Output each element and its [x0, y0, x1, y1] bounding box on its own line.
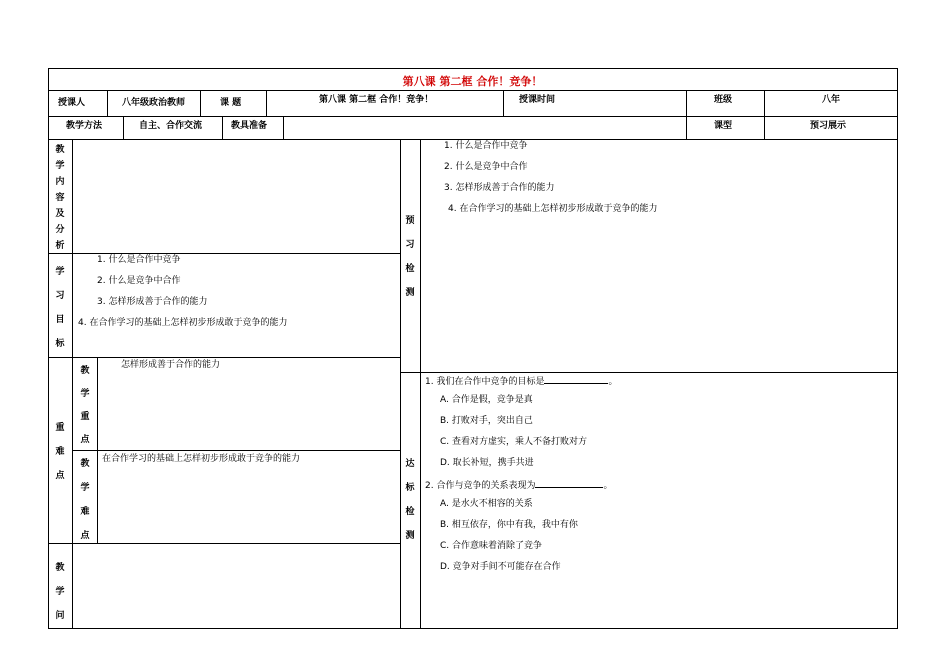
left-row-line	[48, 253, 400, 254]
col-line	[764, 90, 765, 116]
time-label: 授课时间	[519, 95, 556, 105]
topic-value: 第八课 第二框 合作！竞争！	[319, 95, 434, 105]
list-item: 4. 在合作学习的基础上怎样初步形成敢于竞争的能力	[78, 318, 288, 328]
method-label: 教学方法	[66, 121, 103, 131]
col-line	[123, 116, 124, 139]
left-label-col-line	[72, 139, 73, 628]
difficulty-label: 教 学 难 点	[80, 459, 90, 541]
col-line	[686, 116, 687, 139]
difficulty-text: 在合作学习的基础上怎样初步形成敢于竞争的能力	[102, 454, 301, 464]
option: B. 相互依存，你中有我，我中有你	[440, 520, 578, 530]
answer-blank[interactable]	[544, 374, 608, 384]
list-item: 2. 什么是竞争中合作	[97, 276, 181, 286]
col-line	[222, 116, 223, 139]
question-2: 2. 合作与竞争的关系表现为 。	[425, 478, 612, 492]
col-line	[266, 90, 267, 116]
option: D. 竞争对手间不可能存在合作	[440, 562, 561, 572]
learning-goals-label: 学 习 目 标	[55, 267, 65, 349]
method-value: 自主、合作交流	[139, 121, 203, 131]
page-title: 第八课 第二框 合作！竞争！	[402, 75, 543, 88]
list-item: 1. 什么是合作中竞争	[444, 141, 528, 151]
option: A. 合作是假，竞争是真	[440, 395, 533, 405]
col-line	[764, 116, 765, 139]
type-value: 预习展示	[810, 121, 847, 131]
option: D. 取长补短，携手共进	[440, 458, 534, 468]
option: B. 打败对手，突出自己	[440, 416, 533, 426]
col-line	[283, 116, 284, 139]
border-top	[48, 68, 898, 69]
class-value: 八年	[822, 95, 841, 105]
left-row-line	[48, 357, 400, 358]
list-item: 1. 什么是合作中竞争	[97, 255, 181, 265]
key-point-text: 怎样形成善于合作的能力	[121, 360, 221, 370]
list-item: 4. 在合作学习的基础上怎样初步形成敢于竞争的能力	[448, 204, 658, 214]
option: A. 是水火不相容的关系	[440, 499, 533, 509]
key-difficulty-label: 重 难 点	[55, 423, 65, 481]
teaching-process-label: 教 学 问	[55, 563, 65, 621]
key-point-label: 教 学 重 点	[80, 366, 90, 445]
right-label-col-line	[420, 139, 421, 628]
border-right	[897, 68, 898, 628]
left-row-line	[72, 450, 400, 451]
list-item: 2. 什么是竞争中合作	[444, 162, 528, 172]
teacher-value: 八年级政治教师	[122, 98, 186, 108]
prep-label: 教具准备	[231, 121, 268, 131]
list-item: 3. 怎样形成善于合作的能力	[444, 183, 555, 193]
topic-label: 课 题	[220, 98, 242, 108]
right-row-line	[400, 372, 897, 373]
col-line	[107, 90, 108, 116]
row-line-1	[48, 90, 898, 91]
list-item: 3. 怎样形成善于合作的能力	[97, 297, 208, 307]
option: C. 合作意味着消除了竞争	[440, 541, 543, 551]
content-analysis-label: 教 学 内 容 及 分 析	[55, 145, 65, 251]
col-line	[686, 90, 687, 116]
class-label: 班级	[714, 95, 733, 105]
border-bottom	[48, 628, 898, 629]
center-col-line	[400, 139, 401, 628]
teacher-label: 授课人	[58, 98, 86, 108]
type-label: 课型	[714, 121, 733, 131]
question-1: 1. 我们在合作中竞争的目标是 。	[425, 374, 617, 388]
option: C. 查看对方虚实，乘人不备打败对方	[440, 437, 588, 447]
col-line	[200, 90, 201, 116]
row-line-2	[48, 116, 898, 117]
answer-blank[interactable]	[535, 478, 603, 488]
row-line-3	[48, 139, 898, 140]
border-left	[48, 68, 49, 628]
preview-check-label: 预 习 检 测	[405, 216, 415, 298]
target-check-label: 达 标 检 测	[405, 459, 415, 541]
col-line	[503, 90, 504, 116]
left-row-line	[48, 543, 400, 544]
